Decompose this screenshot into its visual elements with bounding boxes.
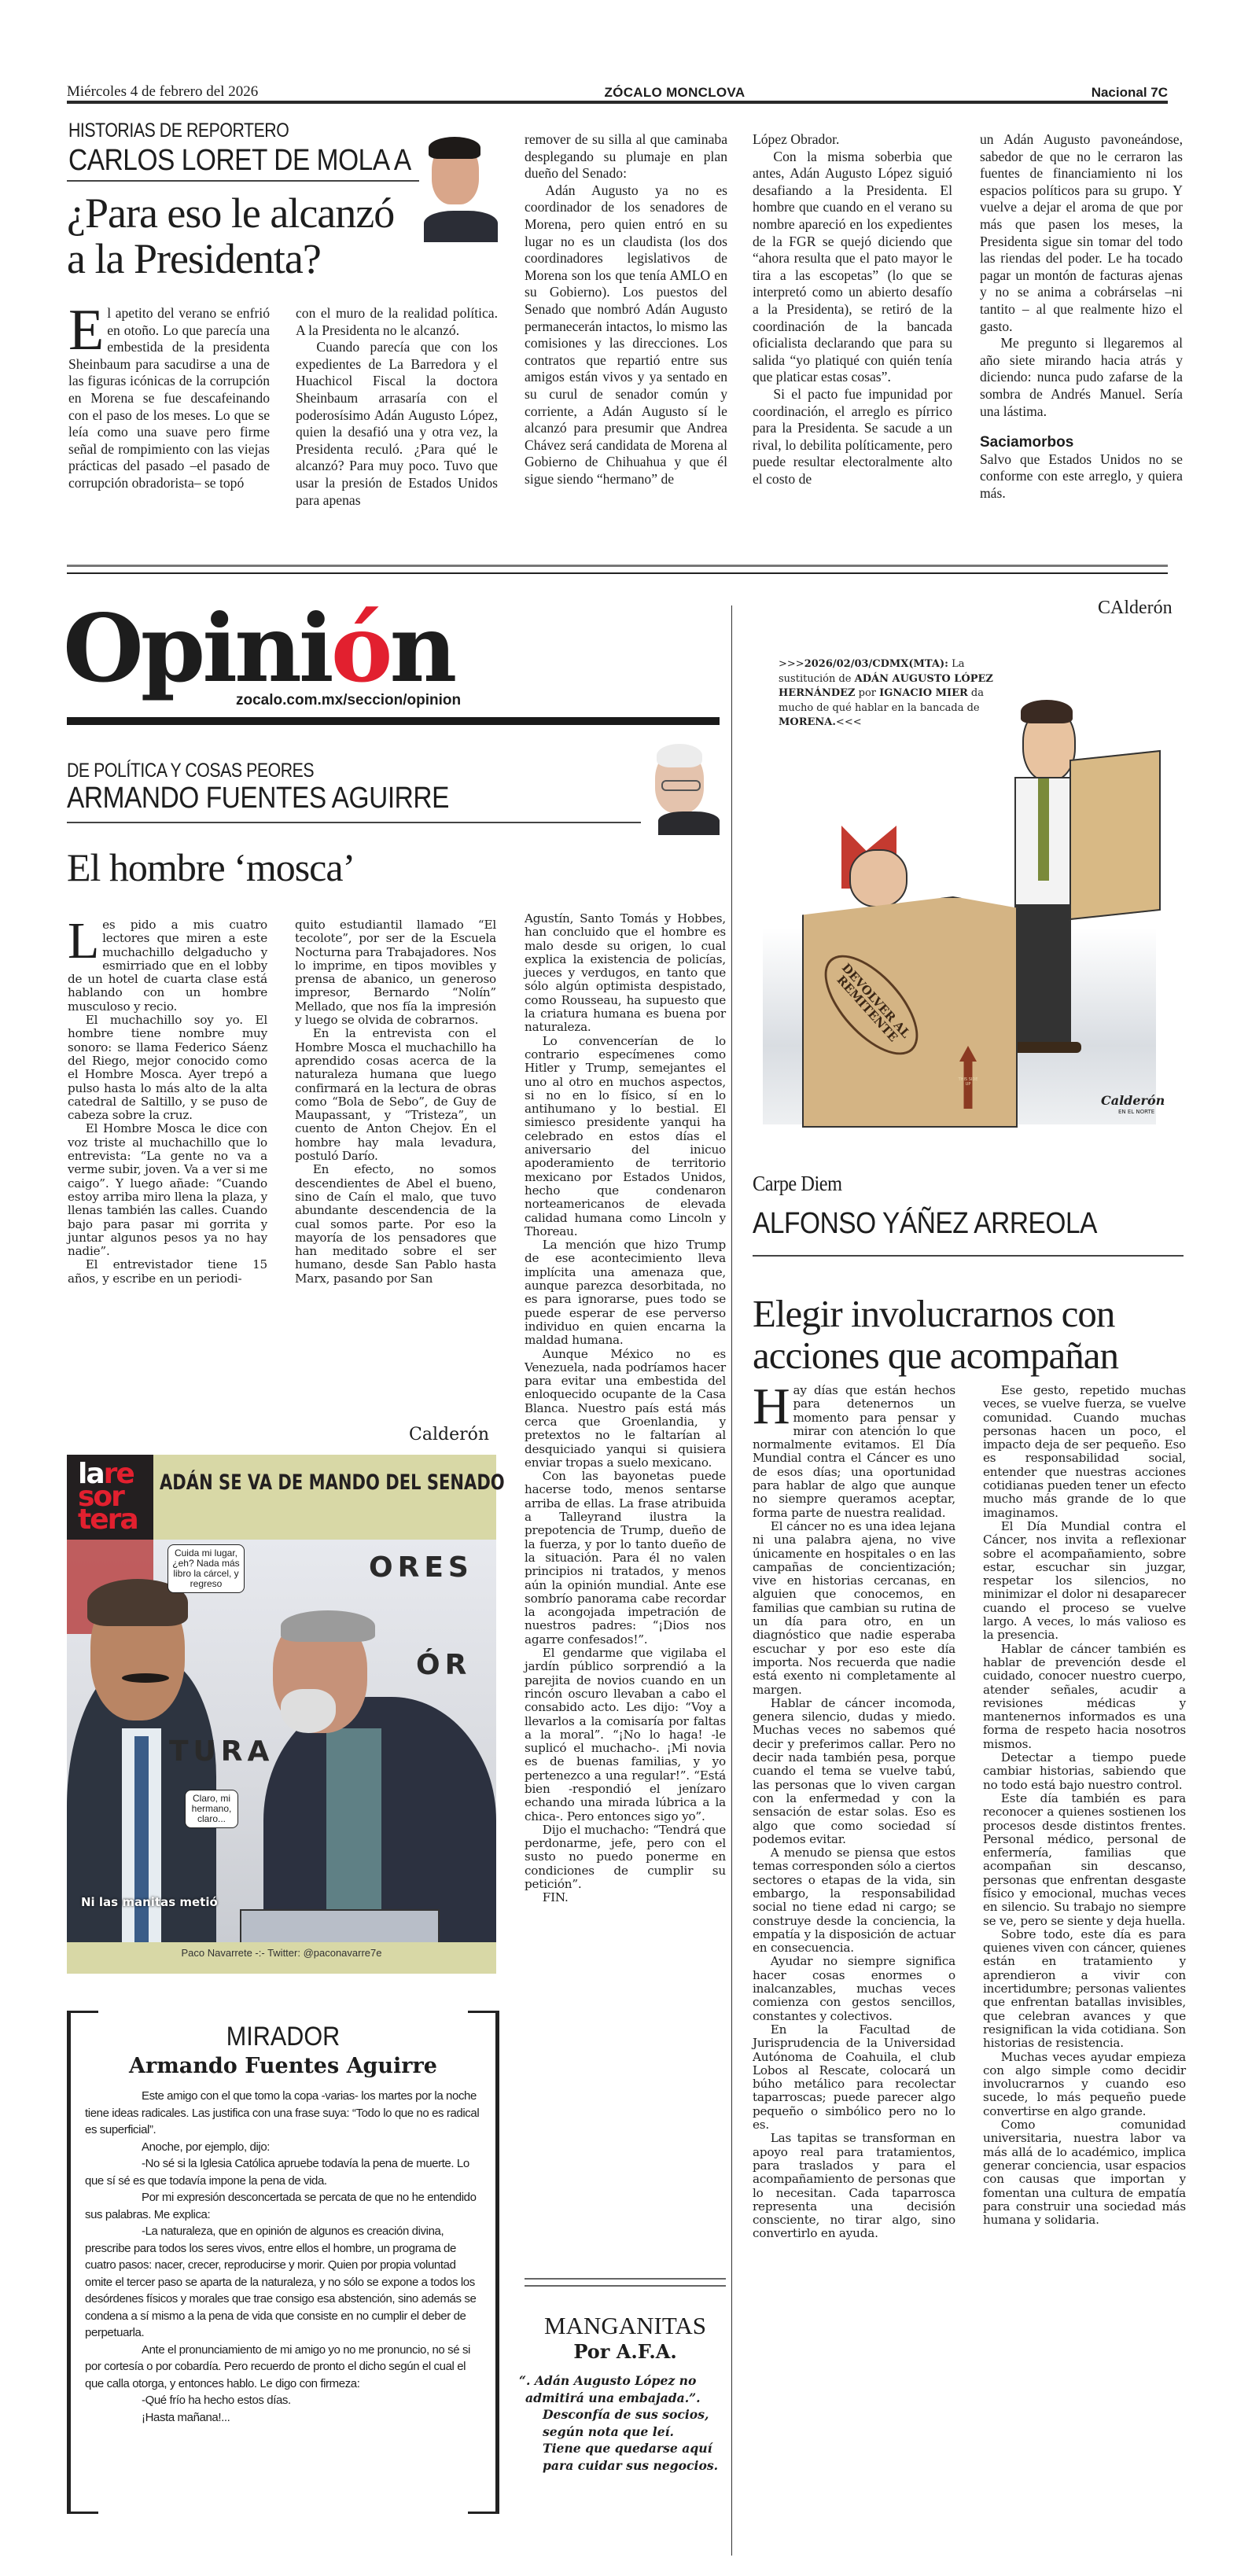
mirador-body <box>85 2088 481 2426</box>
paragraph: -No sé si la Iglesia Católica apruebe todavía la pena de muerte. Lo que sí sé es que todavía impone la pena de vida. <box>85 2157 469 2188</box>
paragraph: Me pregunto si llegaremos al año siete mirando hacia atrás y diciendo: nunca pudo zafarse de la sombra de Andrés Manuel. Sería una lástima. <box>980 335 1183 419</box>
caption-part: <<< <box>835 716 862 728</box>
stamp-devolver-al-remitente: DEVOLVER AL REMITENTE <box>808 940 935 1071</box>
cartoon-label: CAlderón <box>1098 598 1173 618</box>
paragraph: -La naturaleza, que en opinión de algunos es creación divina, prescribe para todos los seres vivos, entre ellos el hombre, un programa de cuatro pasos: nacer, crecer, reproducirse y morir. Quien por propia voluntad omite el tercer paso se aparta de la naturaleza, y no sólo se expone a todos los desórdenes físicos y morales que trae consigo esa abstención, sino además se condena a sí mismo a la pena de vida que consiste en no cumplir el deber de perpetuarla. <box>85 2225 477 2339</box>
paragraph: Hablar de cáncer incomoda, genera silencio, dudas y miedo. Muchas veces no sabemos qué decir y preferimos callar. Pero no decir nada también pesa, porque cuando el tema se vuelve tabú, las personas que lo viven cargan con la enfermedad y con la sensación de estar solas. Eso es algo que como sociedad sí podemos evitar. <box>753 1695 955 1846</box>
paragraph: quito estudiantil llamado “El tecolote”, por ser de la Escuela Nocturna para Trabajadores. Nos lo imprime, en tipos movibles y prensa de abanico, un generoso impresor, Bernardo “Nolín” Mellado, que nos fía la impresión y luego se olvida de cobrarnos. <box>295 918 496 1028</box>
caption-part: MORENA. <box>779 716 836 728</box>
page-header <box>67 77 1168 104</box>
paragraph: El Día Mundial contra el Cáncer, nos invita a reflexionar sobre el acompañamiento, sobre estar, escuchar sin juzgar, respetar los silencios, no minimizar el dolor ni desaparecer cuando el proceso se vuelve largo. A veces, lo más valioso es la presencia. <box>983 1518 1186 1643</box>
article-column-2 <box>296 305 498 509</box>
paragraph: remover de su silla al que caminaba desplegando su plumaje en plan dueño del Senado: <box>525 131 727 182</box>
paragraph: ¡Hasta mañana!... <box>142 2410 230 2424</box>
paragraph: La mención que hizo Trump de ese acontecimiento lleva implícita una amenaza que, aunque parezca desorbitada, no es para ignorarse, pues todo se puede esperar de ese perverso individuo en quien encarna la maldad humana. <box>525 1238 726 1348</box>
logo-accent-letter: ó <box>330 594 390 703</box>
paragraph: Hablar de cáncer también es hablar de prevención desde el cuidado, conocer nuestro cuerpo, atender señales, acudir a revisiones médicas y mantenernos informados es una forma de respeto hacia nosotros mismos. <box>983 1641 1186 1751</box>
article-column-5 <box>980 131 1183 502</box>
paragraph: Ante el pronunciamiento de mi amigo yo no me pronuncio, no sé si por cortesía o por cobardía. Pero recuerdo de pronto el dicho según el cual el que calla otorga, y entonces hablo. Le digo con firmeza: <box>85 2342 470 2390</box>
author-photo-fuentes <box>641 741 720 835</box>
section-url[interactable]: zocalo.com.mx/seccion/opinion <box>236 692 462 708</box>
headline-line-2: a la Presidenta? <box>67 235 321 282</box>
paragraph: es pido a mis cuatro lectores que miren a este muchachillo delgaducho y esmirriado que en el lobby de un hotel de cuarta clase está hablando con un hombre musculoso y recio. <box>68 918 267 1014</box>
paragraph: Dijo el muchacho: “Tendrá que perdonarme, jefe, pero con el susto no puedo ponerme en condiciones de cumplir su petición”. <box>525 1822 726 1892</box>
headline-line-2: acciones que acompañan <box>753 1334 1119 1377</box>
paragraph: López Obrador. <box>753 131 840 147</box>
paragraph: l apetito del verano se enfrió en otoño. Lo que parecía una embestida de la presidenta Sheinbaum para sacudirse a una de las figuras icónicas de la corrupción en Morena se fue descafeinando con el paso de los meses. Lo que se leía como una suave pero firme señal de rompimiento con las viejas prácticas del pasado –el pasado de corrupción obradorista– se topó <box>68 305 270 491</box>
paragraph: Adán Augusto ya no es coordinador de los senadores de Morena, pero quien entró en su lugar no es un claudista (los dos coordinadores legislativos de Morena son los que tenía AMLO en su Gobierno). Los puestos del Senado que nombró Adán Augusto permanecerán intactos, lo mismo las comisiones y las direcciones. Los contratos que repartió entre sus amigos están vivos y ya sentado en su curul de senador común y corriente, a Adán Augusto sí le alcanzó para presumir que Andrea Chávez será candidata de Morena al Gobierno de Chihuahua y que él sigue siendo “hermano” de <box>525 182 727 487</box>
paragraph: Este día también es para reconocer a quienes sostienen los procesos desde distintos frentes. Personal médico, personal de enfermería, familias que acompañan sin descanso, personas que enfrentan desgaste físico y emocional, muchas veces en silencio. Su trabajo no siempre se ve, pero se siente y deja huella. <box>983 1790 1186 1928</box>
verse-line: Desconfía de sus socios, <box>543 2407 709 2422</box>
column-divider <box>731 605 732 2556</box>
manganitas-author: Por A.F.A. <box>573 2340 677 2363</box>
paragraph: con el muro de la realidad política. A la Presidenta no le alcanzó. <box>296 305 498 338</box>
subhead: Saciamorbos <box>980 434 1074 451</box>
manganitas-box <box>519 2312 731 2474</box>
backdrop-text: ORES <box>369 1551 473 1584</box>
column-kicker: DE POLÍTICA Y COSAS PEORES <box>67 760 315 782</box>
paragraph: El Hombre Mosca le dice con voz triste al muchachillo que lo entrevista: “La gente no va a verme subir, joven. Va a ver si me caigo”. Y luego añade: “Cuando estoy arriba miro llena la plaza, y llenas también las calles. Cuando bajo para pasar mi gorrita y juntar algunos pesos ya no hay nadie”. <box>68 1121 267 1259</box>
paragraph: Lo convencerían de lo contrario especímenes como Hitler y Trump, semejantes el uno al otro en muchos aspectos, si no en lo físico, sí en lo antihumano y lo bestial. El simiesco presidente yanqui ha celebrado en estos días el aniversario del inicuo apoderamiento de territorio mexicano por Estados Unidos, hecho que condenaron norteamericanos de elevada calidad humana como Lincoln y Thoreau. <box>525 1033 726 1238</box>
logo-text: sor <box>78 1481 123 1513</box>
logo-text: re <box>103 1458 134 1490</box>
article-column-1 <box>68 912 267 1286</box>
manganitas-verse <box>519 2372 731 2474</box>
headline-line-1: ¿Para eso le alcanzó <box>67 190 395 237</box>
article-headline <box>67 190 491 282</box>
cartoon-title: ADÁN SE VA DE MANDO DEL SENADO <box>160 1470 505 1495</box>
paragraph: Agustín, Santo Tomás y Hobbes, han concluido que el hombre es malo desde su origen, lo cual explica la existencia de policías, jueces y verdugos, en tanto que sólo algún optimista despistado, como Rousseau, ha supuesto que la criatura humana es buena por naturaleza. <box>525 911 726 1035</box>
caption-part: por <box>855 687 880 699</box>
cartoonist-signature: Calderón <box>1101 1093 1165 1108</box>
verse-line: “. Adán Augusto López no admitirá una embajada.”. <box>519 2373 701 2405</box>
opinion-thick-bar <box>67 717 720 725</box>
paragraph: Aunque México no es Venezuela, nada podríamos hacer para evitar una embestida del enloquecido ocupante de la Casa Blanca. Nuestro país está más cerca que Groenlandia, y pretextos no le faltarían al desquiciado yanqui si quisiera enviar tropas a suelo mexicano. <box>525 1346 726 1470</box>
section-page: Nacional 7C <box>1091 85 1168 100</box>
paragraph: Ayudar no siempre significa hacer cosas enormes o inalcanzables, muchas veces comienza con gestos sencillos, constantes y colectivos. <box>753 1954 955 2023</box>
cartoon-label: Calderón <box>409 1425 490 1444</box>
paragraph: En la Facultad de Jurisprudencia de la Universidad Autónoma de Coahuila, el club Lobos al Rescate, colocará un búho metálico para recolectar taparroscas; puede parecer algo pequeño o simbólico pero no lo es. <box>753 2022 955 2133</box>
paragraph: Con las bayonetas puede hacerse todo, menos sentarse arriba de ellas. La frase atribuida a Talleyrand ilustra la prepotencia de Trump, dueño de la fuerza, y por lo tanto dueño de la situación. Para él no valen principios ni tratados, y menos aún la opinión mundial. Ante ese sombrío panorama cabe recordar la acongojada impetración de nuestros padres: “¡Dios nos agarre confesados!”. <box>525 1469 726 1647</box>
logo-text: tera <box>78 1503 138 1536</box>
paragraph: Ese gesto, repetido muchas veces, se vuelve fuerza, se vuelve comunidad. Cuando muchas personas hacen un poco, el impacto deja de ser pequeño. Eso es responsabilidad social, entender que nuestras acciones cotidianas pueden tener un efecto mucho más grande de lo que imaginamos. <box>983 1383 1186 1520</box>
logo-text: la <box>78 1458 104 1490</box>
author-underline <box>67 822 664 823</box>
article-column-3 <box>525 131 727 488</box>
manganitas-rule-1 <box>525 2278 726 2280</box>
column-author: ARMANDO FUENTES AGUIRRE <box>67 782 449 815</box>
paragraph: El cáncer no es una idea lejana ni una palabra ajena, no vive únicamente en hospitales o en las campañas de concientización; vive en historias cercanas, en alguien que conocemos, en familias que cambian su rutina de un día para otro, en un diagnóstico que nadie esperaba escuchar y por eso este día importa. Nos recuerda que nadie está exento ni completamente al margen. <box>753 1518 955 1697</box>
paragraph: FIN. <box>542 1890 569 1905</box>
cartoon-politician-head <box>849 849 907 907</box>
logo-text: Opini <box>63 594 331 703</box>
cartoon-board <box>1069 750 1161 920</box>
verse-line: Tiene que quedarse aquí <box>543 2441 712 2456</box>
paragraph: A menudo se piensa que estos temas corresponden sólo a ciertos sectores o etapas de la vida, sin embargo, la responsabilidad social no tiene edad ni cargo; se construye desde la conciencia, la empatía y la disposición de actuar en consecuencia. <box>753 1846 955 1956</box>
paragraph: Anoche, por ejemplo, dijo: <box>142 2140 271 2154</box>
article-column-3 <box>525 912 726 1905</box>
paragraph: Sobre todo, este día es para quienes viven con cáncer, quienes están en tratamiento y aprendieron a vivir con incertidumbre; personas valientes que enfrentan batallas invisibles, que celebran avances y que resignifican la vida cotidiana. Son historias de resistencia. <box>983 1926 1186 2051</box>
column-author: CARLOS LORET DE MOLA A <box>68 144 411 177</box>
speech-bubble-1: Cuida mi lugar, ¿eh? Nada más libro la cárcel, y regreso <box>168 1544 245 1593</box>
caption-part: La sustitución de <box>779 658 965 685</box>
article-headline: El hombre ‘mosca’ <box>67 845 355 889</box>
mirador-author: Armando Fuentes Aguirre <box>129 2054 437 2078</box>
author-underline <box>67 180 429 182</box>
column-author: ALFONSO YÁÑEZ ARREOLA <box>753 1207 1098 1240</box>
paragraph: -Qué frío ha hecho estos días. <box>142 2394 291 2407</box>
paragraph: Salvo que Estados Unidos no se conforme con este arreglo, y quiera más. <box>980 451 1183 501</box>
article-headline <box>753 1293 1193 1376</box>
logo-text-end: n <box>389 594 455 703</box>
article-column-2 <box>295 918 496 1286</box>
paragraph: El muchachillo soy yo. El hombre tiene nombre muy sonoro: se llama Federico Sáenz del Riego, mejor conocido como el Hombre Mosca. Ayer trepó a pulso hasta lo más alto de la alta catedral de Saltillo, y se puso de cabeza sobre la cruz. <box>68 1013 267 1123</box>
paragraph: Por mi expresión desconcertada se percata de que no he entendido sus palabras. Me explica: <box>85 2191 477 2221</box>
paragraph: Este amigo con el que tomo la copa -varias- los martes por la noche tiene ideas radicales. Las justifica con una frase suya: “Todo lo que no es radical es superficial”. <box>85 2089 480 2136</box>
mirador-title: MIRADOR <box>226 2022 341 2052</box>
author-underline <box>753 1255 1184 1257</box>
section-divider-bottom <box>67 572 1168 574</box>
column-kicker: HISTORIAS DE REPORTERO <box>68 120 289 142</box>
caption-part: 2026/02/03/CDMX(MTA): <box>804 658 948 670</box>
article-column-2 <box>983 1384 1186 2227</box>
verse-line: para cuidar sus negocios. <box>543 2457 719 2473</box>
paragraph: En efecto, no somos descendientes de Abel el bueno, sino de Caín el malo, que tuvo abundante descendencia de la cual somos parte. Por eso la mayoría de los pensadores que han meditado sobre el ser humano, desde San Pablo hasta Marx, pasando por San <box>295 1162 496 1286</box>
caption-part: IGNACIO MIER <box>879 687 968 699</box>
paragraph: Si el pacto fue impunidad por coordinación, el arreglo es pírrico para la Presidenta. Se sacude a un rival, lo debilita políticamente, pero puede resultar electoralmente alto el costo de <box>753 385 952 487</box>
manganitas-title: MANGANITAS <box>544 2312 706 2339</box>
issue-date: Miércoles 4 de febrero del 2026 <box>67 83 259 100</box>
mirador-box <box>67 2011 499 2514</box>
speech-bubble-2: Claro, mi hermano, claro... <box>185 1790 238 1828</box>
paragraph: Muchas veces ayudar empieza con algo simple como decidir involucrarnos y cuando eso sucede, lo más pequeño puede convertirse en algo grande. <box>983 2049 1186 2118</box>
cartoon-caption: Ni las manitas metió <box>81 1895 218 1909</box>
signature-sub: EN EL NORTE <box>1118 1109 1155 1115</box>
paragraph: Las tapitas se transforman en apoyo real para tratamientos, para traslados y para el acompañamiento de personas que lo necesitan. Cada taparrosca representa una decisión consciente, no tirar algo, sino convertirlo en ayuda. <box>753 2131 955 2241</box>
drop-cap: L <box>68 912 100 970</box>
backdrop-text: TURA <box>169 1735 274 1768</box>
manganitas-rule-2 <box>525 2285 726 2287</box>
caption-part: ADÁN AUGUSTO LÓPEZ HERNÁNDEZ <box>779 672 993 699</box>
paragraph: Cuando parecía que con los expedientes de La Barredora y el Huachicol Fiscal la doctora Sheinbaum arrasaría con el poderosísimo Adán Augusto López, quien la desafió una y otra vez, la Presidenta reculó. ¿Para qué le alcanzó? Para muy poco. Tuvo que usar la presión de Estados Unidos para apenas <box>296 339 498 508</box>
verse-line: según nota que leí. <box>543 2423 674 2439</box>
headline-line-1: Elegir involucrarnos con <box>753 1292 1115 1335</box>
article-column-1 <box>753 1378 955 2241</box>
caption-part: da mucho de qué hablar en la bancada de <box>779 687 985 714</box>
paragraph: ay días que están hechos para detenernos un momento para pensar y mirar con atención lo que normalmente evitamos. El Día Mundial contra el Cáncer es uno de esos días; una oportunidad para hablar de algo que aunque no siempre queramos aceptar, forma parte de nuestra realidad. <box>753 1383 955 1520</box>
column-kicker: Carpe Diem <box>753 1172 842 1195</box>
drop-cap: H <box>753 1378 790 1435</box>
paragraph: El entrevistador tiene 15 años, y escribe en un periodi- <box>68 1257 267 1286</box>
section-divider-top <box>67 565 1168 567</box>
cartoon-la-resortera <box>67 1455 505 1974</box>
publication-name: ZÓCALO MONCLOVA <box>604 85 745 100</box>
cartoon-scene <box>67 1540 496 1942</box>
paragraph: Con la misma soberbia que antes, Adán Augusto López siguió desafiando a la Presidenta. El hombre que cuando en el verano su nombre apareció en los expedientes de la FGR se quejó diciendo que “ahora resulta que el pato mayor le tira a las escopetas” (lo que se interpretó como un abierto desafío a la Presidenta), se retiró de la coordinación de la bancada oficialista declarando que para su salida “yo platiqué con quién tenía que platicar estas cosas”. <box>753 148 952 385</box>
article-column-1 <box>68 298 270 492</box>
cartoon-credit: Paco Navarrete -:- Twitter: @paconavarre7e <box>181 1947 382 1959</box>
cartoon-dateline <box>779 657 1007 730</box>
cartoon-devolver-remitente <box>755 637 1164 1132</box>
drop-cap: E <box>68 298 105 362</box>
paragraph: Como comunidad universitaria, nuestra labor va más allá de lo académico, implica generar conciencia, usar espacios con causas que importan y fomentan una cultura de empatía para construir una sociedad más humana y solidaria. <box>983 2118 1186 2228</box>
caption-part: >>> <box>779 658 804 670</box>
paragraph: un Adán Augusto pavoneándose, sabedor de que no le cerraron las fuentes de financiamiento ni los espacios políticos para su grupo. Y vuelve a dejar el aroma de que por más que pasen los meses, la Presidenta sigue sin tomar del todo las riendas del poder. Le ha tocado pagar un montón de facturas ajenas y no se anima a cobrárselas –ni tantito – al que realmente hizo el gasto. <box>980 131 1183 334</box>
article-column-4 <box>753 131 952 488</box>
paragraph: El gendarme que vigilaba el jardín público sorprendió a la parejita de novios cuando en un rincón oscuro llevaban a cabo el consabido acto. Les dijo: “Voy a llevarlos a la comisaría por faltas a la moral”. “¡No lo haga! -le suplicó el muchacho-. ¡Mi novia es de buenas familias, y yo pertenezco a una regular!”. “Está bien -respondió el jenízaro echando una mirada lúbrica a la chica-. Pero entonces sigo yo”. <box>525 1646 726 1823</box>
paragraph: Detectar a tiempo puede cambiar historias, sabiendo que no todo está bajo nuestro control. <box>983 1750 1186 1792</box>
paragraph: En la entrevista con el Hombre Mosca el muchachillo ha aprendido cosas acerca de la naturaleza humana que luego confirmará en la lectura de obras como “Bola de Sebo”, de Guy de Maupassant, y “Tristeza”, un cuento de Anton Chejov. En el hombre hay mala levadura, postuló Darío. <box>295 1026 496 1164</box>
arrow-label: THIS SIDE UP <box>958 1077 978 1087</box>
backdrop-text: ÓR <box>416 1649 472 1681</box>
resortera-logo <box>67 1455 153 1540</box>
